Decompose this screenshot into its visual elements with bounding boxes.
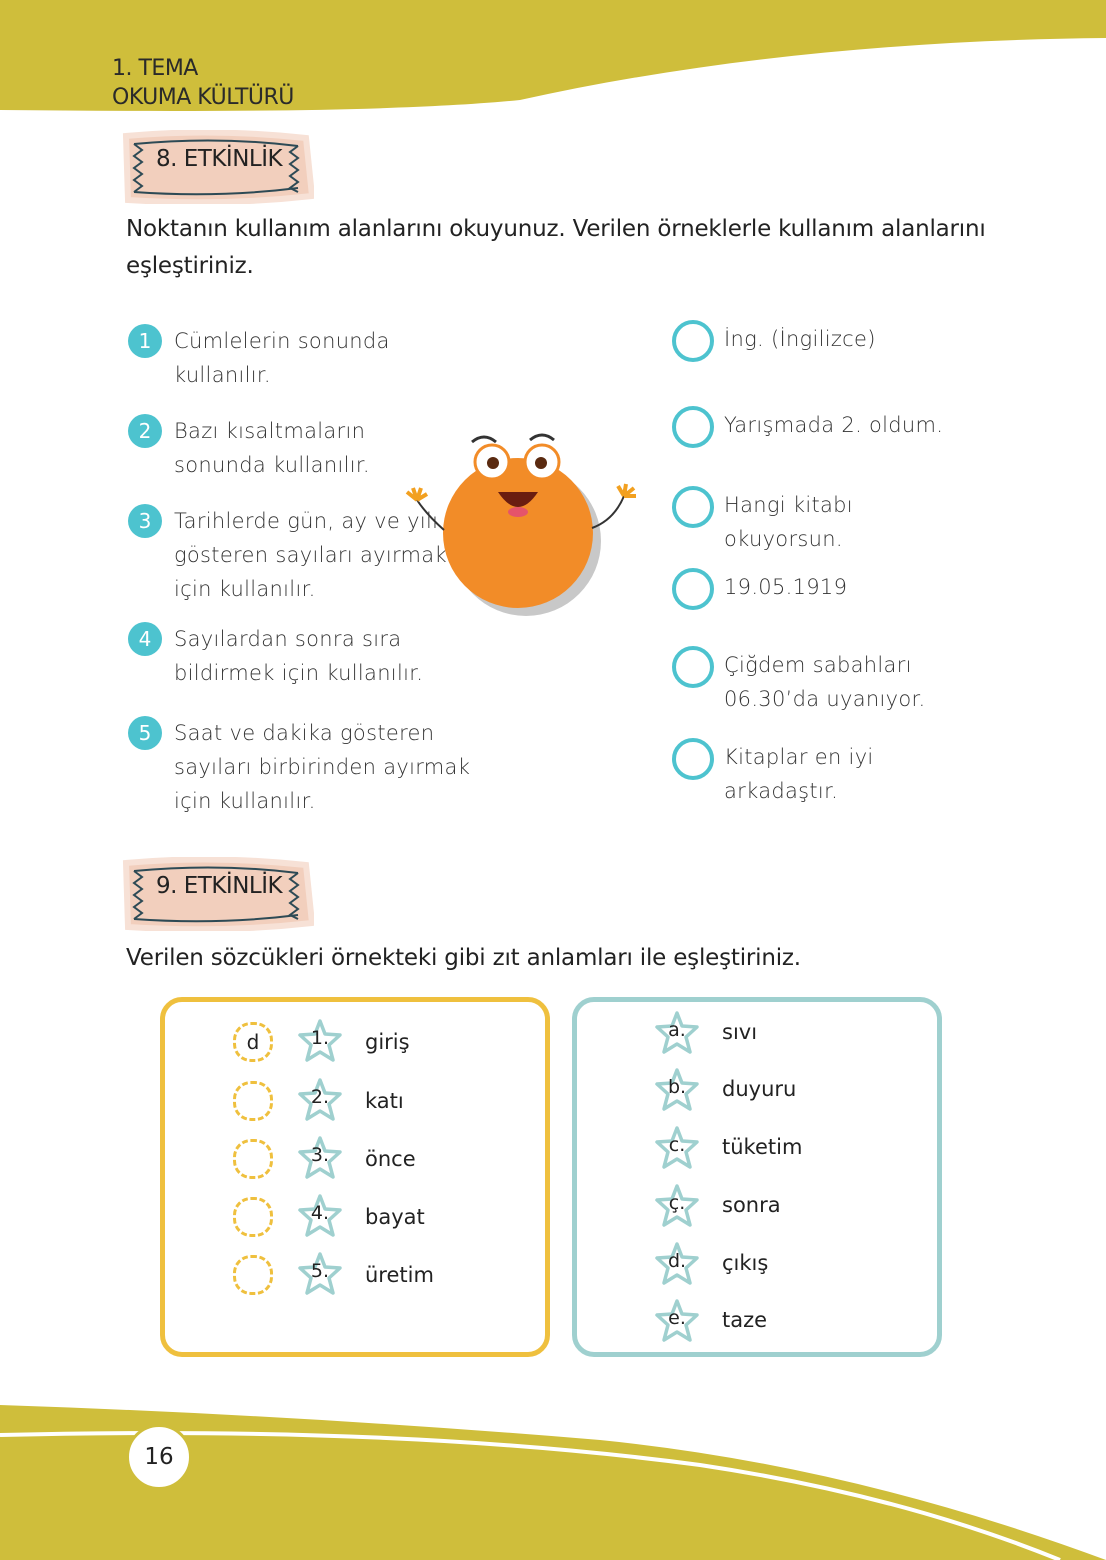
antonym-text: çıkış [722,1251,769,1275]
activity-9-label: 9. ETKİNLİK [156,873,283,899]
antonym-text: sonra [722,1193,781,1217]
answer-circle[interactable] [672,738,714,780]
usage-text: Sayılardan sonra sıra bildirmek için kullanılır. [174,627,424,685]
number-badge: 3 [128,504,162,538]
theme-heading [112,54,294,112]
number-label: 1. [310,1027,330,1049]
example-text: İng. (İngilizce) [724,327,876,351]
star-number [297,1251,343,1297]
letter-label: d. [667,1250,687,1272]
antonym-text: tüketim [722,1135,803,1159]
theme-title: OKUMA KÜLTÜRÜ [112,85,294,110]
mascot-dot [402,420,642,620]
antonym-text: duyuru [722,1077,797,1101]
answer-circle[interactable] [672,486,714,528]
star-letter [654,1010,700,1056]
star-number [297,1193,343,1239]
usage-text: Bazı kısaltmaların sonunda kullanılır. [174,419,370,477]
letter-label: ç. [668,1192,686,1214]
star-letter [654,1298,700,1344]
answer-circle[interactable] [672,406,714,448]
star-letter [654,1183,700,1229]
example-text: 19.05.1919 [724,575,848,599]
answer-box[interactable] [233,1081,273,1121]
letter-label: b. [667,1076,687,1098]
example-text: Çiğdem sabahları 06.30’da uyanıyor. [724,653,926,711]
word-text: önce [365,1147,416,1171]
number-label: 4. [310,1202,330,1224]
example-text: Hangi kitabı okuyorsun. [724,493,853,551]
star-number [297,1077,343,1123]
answer-circle[interactable] [672,646,714,688]
word-text: bayat [365,1205,425,1229]
antonym-text: taze [722,1308,768,1332]
number-badge: 1 [128,324,162,358]
star-letter [654,1125,700,1171]
words-box [160,997,550,1357]
answer-box[interactable] [233,1255,273,1295]
answer-box[interactable]: d [233,1022,273,1062]
number-badge: 2 [128,414,162,448]
usage-text: Saat ve dakika gösteren sayıları birbirinden ayırmak için kullanılır. [174,721,471,813]
antonym-text: sıvı [722,1020,758,1044]
star-letter [654,1067,700,1113]
usage-text: Tarihlerde gün, ay ve yılı gösteren sayıları ayırmak için kullanılır. [174,509,447,601]
star-number [297,1135,343,1181]
word-text: üretim [365,1263,434,1287]
number-badge: 5 [128,716,162,750]
number-label: 2. [310,1086,330,1108]
activity-9-instruction: Verilen sözcükleri örnekteki gibi zıt anlamları ile eşleştiriniz. [126,945,801,971]
activity-8-banner [122,130,310,200]
activity-9-banner [122,857,310,927]
letter-label: a. [668,1019,686,1041]
activity-8-instruction: Noktanın kullanım alanlarını okuyunuz. Verilen örneklerle kullanım alanlarını eşleştiriniz. [126,216,986,279]
answer-box[interactable] [233,1197,273,1237]
answer-circle[interactable] [672,568,714,610]
example-text: Yarışmada 2. oldum. [724,413,944,437]
number-label: 5. [310,1260,330,1282]
activity-8-label: 8. ETKİNLİK [156,146,283,172]
word-text: katı [365,1089,404,1113]
star-number [297,1018,343,1064]
number-badge: 4 [128,622,162,656]
letter-label: c. [668,1134,686,1156]
letter-label: e. [668,1307,686,1329]
number-label: 3. [310,1144,330,1166]
theme-number: 1. TEMA [112,56,198,81]
example-text: Kitaplar en iyi arkadaştır. [724,745,874,803]
word-text: giriş [365,1030,410,1054]
antonyms-box [572,997,942,1357]
answer-circle[interactable] [672,320,714,362]
page-number: 16 [126,1424,192,1490]
usage-text: Cümlelerin sonunda kullanılır. [174,329,390,387]
answer-box[interactable] [233,1139,273,1179]
star-letter [654,1241,700,1287]
